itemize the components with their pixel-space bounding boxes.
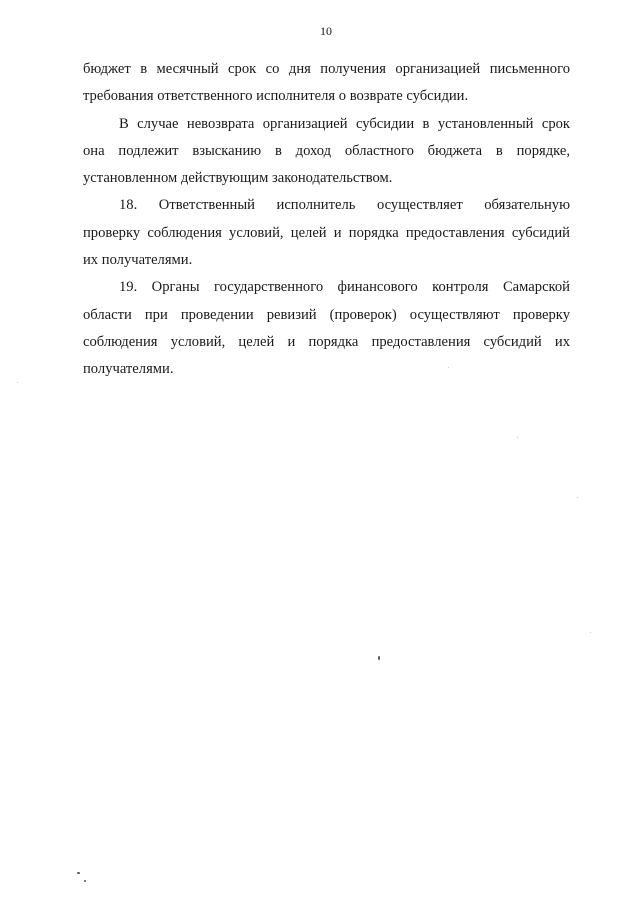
- page-number: 10: [320, 24, 332, 38]
- paragraph: [83, 111, 570, 193]
- scan-speck: [77, 872, 80, 874]
- scan-speck: [577, 497, 578, 498]
- paragraph: [83, 56, 570, 111]
- text-line: она подлежит взысканию в доход областного бюджета в порядке,: [83, 142, 570, 159]
- scan-speck: [378, 656, 380, 660]
- text-line: В случае невозврата организацией субсидии в установленный срок: [119, 115, 570, 132]
- text-line: требования ответственного исполнителя о возврате субсидии.: [83, 88, 469, 105]
- text-line: 18. Ответственный исполнитель осуществляет обязательную: [119, 197, 570, 214]
- scan-speck: [590, 632, 591, 633]
- text-line: соблюдения условий, целей и порядка предоставления субсидий их: [83, 333, 570, 350]
- scan-speck: [448, 367, 449, 368]
- scan-speck: [17, 382, 18, 383]
- document-body: [83, 56, 570, 384]
- text-line: проверку соблюдения условий, целей и порядка предоставления субсидий: [83, 224, 570, 241]
- scan-speck: [84, 880, 86, 882]
- text-line: области при проведении ревизий (проверок) осуществляют проверку: [83, 306, 570, 323]
- text-line: 19. Органы государственного финансового контроля Самарской: [119, 279, 570, 296]
- text-line: установленном действующим законодательством.: [83, 170, 393, 187]
- text-line: бюджет в месячный срок со дня получения организацией письменного: [83, 61, 570, 77]
- paragraph: [83, 274, 570, 383]
- text-line: их получателями.: [83, 252, 193, 269]
- scan-speck: [517, 437, 518, 438]
- paragraph: [83, 192, 570, 274]
- text-line: получателями.: [83, 361, 174, 378]
